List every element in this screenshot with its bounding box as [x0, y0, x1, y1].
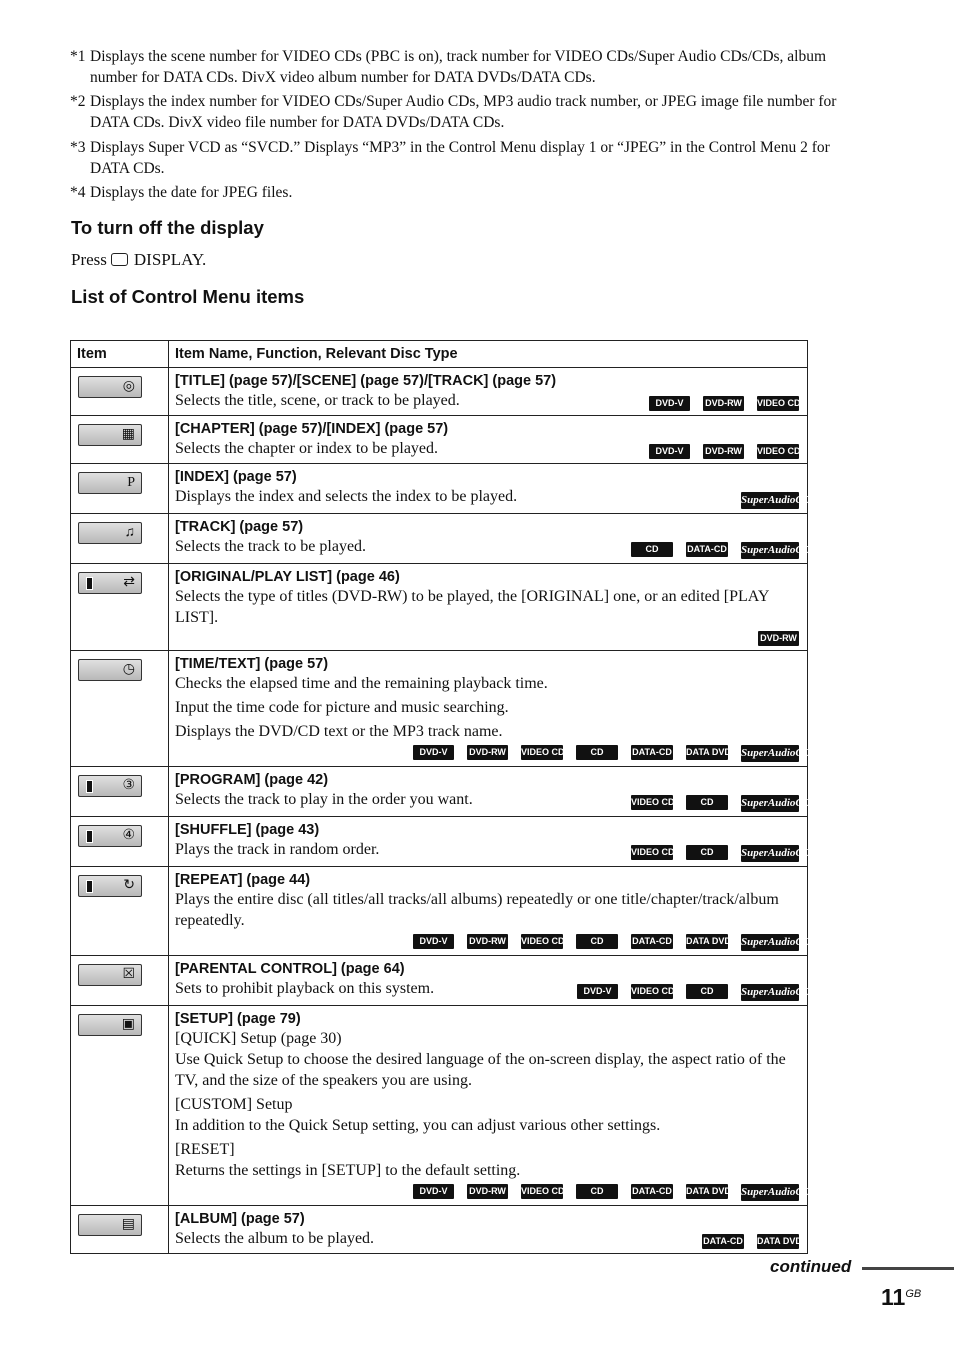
disc-badge: SuperAudioCD — [741, 845, 799, 862]
program-icon — [78, 775, 142, 797]
icon-glyph: ▣ — [121, 1017, 135, 1032]
disc-badge: DVD-RW — [467, 745, 508, 760]
bar-icon — [86, 577, 93, 590]
title-icon — [78, 376, 142, 398]
chapter-icon — [78, 424, 142, 446]
album-icon — [78, 1214, 142, 1236]
item-description: Displays the index and selects the index to be played. — [175, 488, 518, 505]
item-title: [SETUP] (page 79) — [175, 1011, 301, 1027]
item-description: Sets to prohibit playback on this system. — [175, 980, 435, 997]
footnote-mark: *2 — [70, 93, 86, 110]
disc-badge: SuperAudioCD — [741, 934, 799, 951]
column-header-item: Item — [71, 341, 169, 368]
item-title: [CHAPTER] (page 57)/[INDEX] (page 57) — [175, 421, 449, 437]
item-description-cell — [169, 767, 811, 817]
item-title: [PARENTAL CONTROL] (page 64) — [175, 961, 405, 977]
footnote-text: Displays Super VCD as “SVCD.” Displays “MP3” in the Control Menu display 1 or “JPEG” in the Control Menu 2 for DATA CDs. — [90, 139, 830, 177]
disc-badge: VIDEO CD — [521, 1184, 563, 1199]
disc-type-badges — [175, 628, 799, 650]
table-row — [71, 651, 808, 767]
item-icon-cell — [71, 817, 169, 867]
continued-rule — [862, 1267, 954, 1270]
item-title: [PROGRAM] (page 42) — [175, 772, 329, 788]
table-row — [71, 464, 808, 514]
item-description: Displays the DVD/CD text or the MP3 track name. — [175, 723, 503, 740]
item-icon-cell — [71, 1206, 169, 1254]
item-description-cell — [169, 564, 808, 651]
disc-badge: SuperAudioCD — [741, 542, 799, 559]
item-description-cell — [169, 416, 808, 464]
table-row — [71, 767, 808, 817]
item-description: In addition to the Quick Setup setting, you can adjust various other settings. — [175, 1117, 661, 1134]
table-row — [71, 956, 808, 1006]
item-description-cell — [169, 651, 811, 767]
footnote-text: Displays the index number for VIDEO CDs/Super Audio CDs, MP3 audio track number, or JPEG image file number for DATA CDs. DivX video file number for DATA DVDs/DATA CDs. — [90, 93, 837, 131]
icon-glyph: ◎ — [122, 379, 135, 394]
disc-badge: DATA-CD — [631, 745, 673, 760]
disc-badge: SuperAudioCD — [741, 745, 799, 762]
disc-badge: SuperAudioCD — [741, 492, 799, 509]
item-title: [REPEAT] (page 44) — [175, 872, 311, 888]
disc-badge: DATA-CD — [631, 1184, 673, 1199]
table-row — [71, 867, 808, 956]
item-description: Selects the chapter or index to be played. — [175, 440, 439, 457]
table-row — [71, 1206, 808, 1254]
track-icon — [78, 522, 142, 544]
disc-badge: VIDEO CD — [757, 396, 799, 411]
item-title: [INDEX] (page 57) — [175, 469, 297, 485]
item-description-cell — [169, 956, 811, 1006]
item-icon-cell — [71, 464, 169, 514]
item-title: [ALBUM] (page 57) — [175, 1211, 305, 1227]
footnote-4 — [70, 182, 860, 203]
item-icon-cell — [71, 416, 169, 464]
disc-badge: VIDEO CD — [631, 984, 673, 999]
item-description: [RESET] — [175, 1141, 235, 1158]
item-icon-cell — [71, 564, 169, 651]
disc-badge: DATA DVD — [686, 1184, 728, 1199]
footnote-2 — [70, 91, 860, 133]
press-label: Press — [71, 250, 107, 269]
disc-badge: CD — [576, 1184, 618, 1199]
item-description: Selects the type of titles (DVD-RW) to be played, the [ORIGINAL] one, or an edited [PLAY LIST]. — [175, 588, 769, 626]
index-icon — [78, 472, 142, 494]
table-row — [71, 817, 808, 867]
item-title: [TITLE] (page 57)/[SCENE] (page 57)/[TRACK] (page 57) — [175, 373, 557, 389]
item-description: Selects the track to play in the order you want. — [175, 791, 473, 808]
item-title: [ORIGINAL/PLAY LIST] (page 46) — [175, 569, 400, 585]
item-description-cell — [169, 514, 811, 564]
item-description-cell — [169, 1006, 811, 1206]
disc-badge: DVD-V — [413, 745, 454, 760]
bar-icon — [86, 830, 93, 843]
disc-badge: CD — [686, 795, 728, 810]
disc-badge: DVD-RW — [467, 1184, 508, 1199]
disc-type-badges — [175, 742, 811, 766]
disc-badge: DVD-RW — [758, 631, 799, 646]
table-header-row — [71, 341, 808, 368]
icon-glyph: ▤ — [121, 1217, 135, 1232]
icon-glyph: ▦ — [121, 427, 135, 442]
disc-badge: DVD-V — [649, 396, 690, 411]
disc-badge: DVD-V — [413, 1184, 454, 1199]
disc-badge: DATA DVD — [686, 745, 728, 760]
page-number — [881, 1284, 921, 1311]
icon-glyph: ④ — [122, 828, 135, 843]
item-title: [TRACK] (page 57) — [175, 519, 304, 535]
disc-badge: CD — [576, 934, 618, 949]
column-header-description: Item Name, Function, Relevant Disc Type — [169, 341, 808, 368]
disc-badge: DATA DVD — [757, 1234, 799, 1249]
item-description-cell — [169, 817, 811, 867]
time-text-icon — [78, 659, 142, 681]
disc-badge: SuperAudioCD — [741, 984, 799, 1001]
setup-icon — [78, 1014, 142, 1036]
disc-badge: DVD-V — [413, 934, 454, 949]
item-description-cell — [169, 867, 811, 956]
parental-control-icon — [78, 964, 142, 986]
item-icon-cell — [71, 956, 169, 1006]
item-description: Plays the track in random order. — [175, 841, 380, 858]
disc-badge: DVD-V — [577, 984, 618, 999]
icon-glyph: ⇄ — [123, 575, 135, 590]
disc-badge: VIDEO CD — [521, 745, 563, 760]
disc-badge: CD — [686, 845, 728, 860]
repeat-icon — [78, 875, 142, 897]
disc-badge: CD — [576, 745, 618, 760]
item-description: [CUSTOM] Setup — [175, 1096, 293, 1113]
shuffle-icon — [78, 825, 142, 847]
footnote-3 — [70, 137, 860, 179]
icon-glyph: ↻ — [123, 878, 135, 893]
footnote-text: Displays the date for JPEG files. — [90, 184, 293, 201]
display-button-icon — [111, 253, 128, 266]
page-region-suffix: GB — [905, 1288, 922, 1300]
disc-badge: DATA-CD — [702, 1234, 744, 1249]
disc-badge: DATA-CD — [631, 934, 673, 949]
footnote-mark: *4 — [70, 184, 86, 201]
icon-glyph: ♫ — [124, 525, 135, 540]
item-icon-cell — [71, 1006, 169, 1206]
list-heading: List of Control Menu items — [71, 286, 305, 307]
disc-badge: SuperAudioCD — [741, 795, 799, 812]
item-description-cell — [169, 464, 811, 514]
display-button-label: DISPLAY. — [133, 250, 207, 269]
disc-badge: VIDEO CD — [521, 934, 563, 949]
page-number-value: 11 — [881, 1284, 906, 1310]
icon-glyph: ③ — [122, 778, 135, 793]
item-title: [TIME/TEXT] (page 57) — [175, 656, 329, 672]
press-display-instruction — [71, 250, 206, 270]
table-row — [71, 564, 808, 651]
turn-off-heading: To turn off the display — [71, 217, 264, 238]
item-description: [QUICK] Setup (page 30) — [175, 1030, 342, 1047]
item-icon-cell — [71, 514, 169, 564]
footnote-text: Displays the scene number for VIDEO CDs (PBC is on), track number for VIDEO CDs/Super Audio CDs/CDs, album number for DATA CDs. DivX video album number for DATA DVDs/DATA CDs. — [90, 48, 827, 86]
disc-badge: VIDEO CD — [631, 795, 673, 810]
disc-badge: CD — [631, 542, 673, 557]
item-description: Use Quick Setup to choose the desired language of the on-screen display, the aspect ratio of the TV, and the size of the speakers you are using. — [175, 1051, 786, 1089]
table-row — [71, 1006, 808, 1206]
item-description: Selects the track to be played. — [175, 538, 367, 555]
item-description: Selects the album to be played. — [175, 1230, 375, 1247]
item-description: Returns the settings in [SETUP] to the default setting. — [175, 1162, 521, 1179]
footnote-mark: *3 — [70, 139, 86, 156]
item-description: Selects the title, scene, or track to be played. — [175, 392, 460, 409]
disc-type-badges — [175, 1181, 811, 1205]
disc-badge: DATA-CD — [686, 542, 728, 557]
continued-label: continued — [770, 1257, 852, 1276]
item-description: Checks the elapsed time and the remaining playback time. — [175, 675, 548, 692]
disc-badge: DATA DVD — [686, 934, 728, 949]
disc-badge: DVD-RW — [703, 396, 744, 411]
table-row — [71, 416, 808, 464]
disc-badge: DVD-V — [649, 444, 690, 459]
icon-glyph: P — [127, 475, 135, 490]
item-icon-cell — [71, 651, 169, 767]
bar-icon — [86, 880, 93, 893]
disc-badge: VIDEO CD — [631, 845, 673, 860]
disc-type-badges — [175, 931, 811, 955]
item-icon-cell — [71, 368, 169, 416]
icon-glyph: ☒ — [122, 967, 135, 982]
disc-badge: CD — [686, 984, 728, 999]
disc-badge: DVD-RW — [467, 934, 508, 949]
item-description: Input the time code for picture and music searching. — [175, 699, 509, 716]
disc-badge: DVD-RW — [703, 444, 744, 459]
bar-icon — [86, 780, 93, 793]
item-icon-cell — [71, 767, 169, 817]
original-play-list-icon — [78, 572, 142, 594]
item-description-cell — [169, 1206, 808, 1254]
item-description-cell — [169, 368, 808, 416]
item-icon-cell — [71, 867, 169, 956]
control-menu-table — [70, 340, 811, 1254]
footnote-1 — [70, 46, 860, 88]
footnote-mark: *1 — [70, 48, 86, 65]
item-description: Plays the entire disc (all titles/all tracks/all albums) repeatedly or one title/chapter/track/album repeatedly. — [175, 891, 779, 929]
table-row — [71, 514, 808, 564]
icon-glyph: ◷ — [122, 662, 135, 677]
disc-badge: SuperAudioCD — [741, 1184, 799, 1201]
disc-badge: VIDEO CD — [757, 444, 799, 459]
item-title: [SHUFFLE] (page 43) — [175, 822, 320, 838]
table-row — [71, 368, 808, 416]
